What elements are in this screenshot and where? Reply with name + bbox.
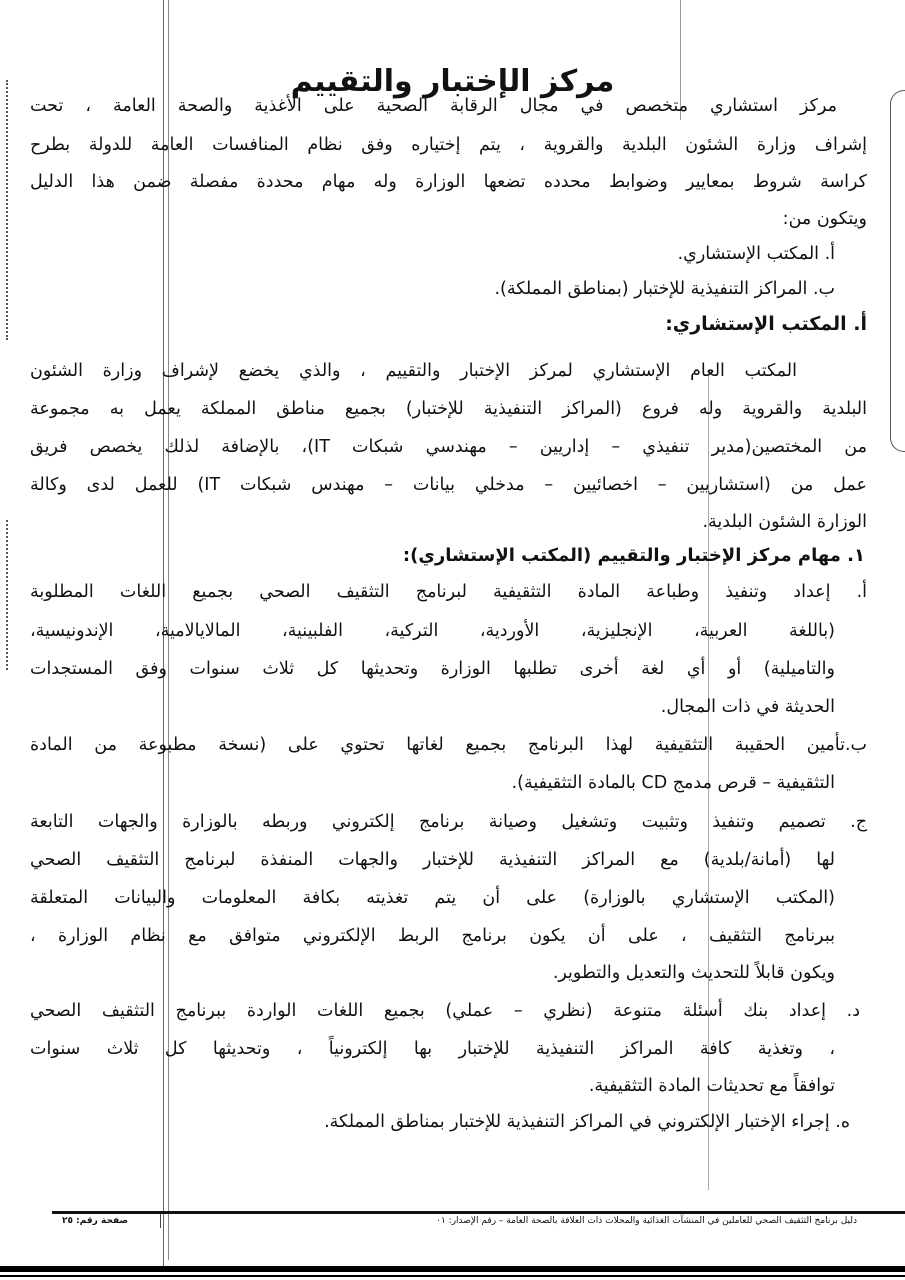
intro-line: إشراف وزارة الشئون البلدية والقروية ، يتم إختياره وفق نظام المنافسات العامة للدولة بطرح bbox=[30, 135, 867, 155]
task-item-c-line: ج. تصميم وتنفيذ وتثبيت وتشغيل وصيانة برنامج إلكتروني وربطه بالوزارة والجهات التابعة bbox=[30, 812, 867, 832]
footer-separator bbox=[160, 1214, 161, 1228]
task-item-b-line: التثقيفية – قرص مدمج CD بالمادة التثقيفية). bbox=[511, 773, 835, 793]
task-item-e-line: ه. إجراء الإختبار الإلكتروني في المراكز التنفيذية للإختبار بمناطق المملكة. bbox=[324, 1112, 850, 1132]
footer-page-number: صفحة رقم: ٢٥ bbox=[62, 1216, 129, 1226]
task-item-b-line: ب.تأمين الحقيبة التثقيفية لهذا البرنامج بجميع لغاتها تحتوي على (نسخة مطبوعة من المادة bbox=[30, 735, 867, 755]
task-item-d-line: توافقاً مع تحديثات المادة التثقيفية. bbox=[588, 1076, 835, 1096]
scan-bottom-edge bbox=[0, 1266, 905, 1272]
intro-line: ويتكون من: bbox=[782, 209, 867, 229]
footer-document-name: دليل برنامج التثقيف الصحي للعاملين في المنشآت الغذائية والمحلات ذات العلاقة بالصحة العامة – رقم الإصدار: ٠١ bbox=[436, 1216, 857, 1226]
component-item: ب. المراكز التنفيذية للإختبار (بمناطق المملكة). bbox=[494, 279, 835, 299]
component-item: أ. المكتب الإستشاري. bbox=[677, 244, 835, 264]
scan-bottom-edge bbox=[0, 1275, 905, 1277]
task-item-a-line: الحديثة في ذات المجال. bbox=[660, 697, 835, 717]
tasks-heading: ١. مهام مركز الإختبار والتقييم (المكتب الإستشاري): bbox=[402, 545, 865, 566]
footer-divider bbox=[52, 1211, 905, 1214]
intro-line: مركز استشاري متخصص في مجال الرقابة الصحية على الأغذية والصحة العامة ، تحت bbox=[30, 96, 837, 116]
section-line: البلدية والقروية وله فروع (المراكز التنفيذية للإختبار) بجميع مناطق المملكة يعمل به مجموعة bbox=[30, 399, 867, 419]
task-item-c-line: ويكون قابلاً للتحديث والتعديل والتطوير. bbox=[552, 963, 835, 983]
section-line: من المختصين(مدير تنفيذي – إداريين – مهندسي شبكات IT)، بالإضافة لذلك يخصص فريق bbox=[30, 437, 867, 457]
task-item-a-line: والتاميلية) أو أي لغة أخرى تطلبها الوزارة وتحديثها كل ثلاث سنوات وفق المستجدات bbox=[30, 659, 835, 679]
section-heading: أ. المكتب الإستشاري: bbox=[665, 313, 867, 335]
scan-artifact-dots bbox=[6, 80, 10, 340]
section-line: الوزارة الشئون البلدية. bbox=[702, 512, 867, 532]
task-item-a-line: أ. إعداد وتنفيذ وطباعة المادة التثقيفية لبرنامج التثقيف الصحي بجميع اللغات المطلوبة bbox=[30, 582, 867, 602]
task-item-d-line: ، وتغذية كافة المراكز التنفيذية للإختبار بها إلكترونياً ، وتحديثها كل ثلاث سنوات bbox=[30, 1039, 835, 1059]
scan-artifact-dots bbox=[6, 520, 10, 670]
task-item-c-line: (المكتب الإستشاري بالوزارة) على أن يتم تغذيته بكافة المعلومات والبيانات المتعلقة bbox=[30, 888, 835, 908]
task-item-c-line: ببرنامج التثقيف ، على أن يكون برنامج الربط الإلكتروني متوافق مع نظام الوزارة ، bbox=[30, 926, 835, 946]
section-line: عمل من (استشاريين – اخصائيين – مدخلي بيانات – مهندس شبكات IT) للعمل لدى وكالة bbox=[30, 475, 867, 495]
section-line: المكتب العام الإستشاري لمركز الإختبار والتقييم ، والذي يخضع لإشراف وزارة الشئون bbox=[30, 361, 797, 381]
task-item-c-line: لها (أمانة/بلدية) مع المراكز التنفيذية للإختبار والجهات المنفذة لبرنامج التثقيف الصحي bbox=[30, 850, 835, 870]
scan-artifact-bracket bbox=[890, 90, 905, 452]
task-item-d-line: د. إعداد بنك أسئلة متنوعة (نظري – عملي) بجميع اللغات الواردة ببرنامج التثقيف الصحي bbox=[30, 1001, 860, 1021]
intro-line: كراسة شروط بمعايير وضوابط محدده تضعها الوزارة وله مهام محددة مفصلة ضمن هذا الدليل bbox=[30, 172, 867, 192]
task-item-a-line: (باللغة العربية، الإنجليزية، الأوردية، التركية، الفلبينية، المالايالامية، الإندونيسية، bbox=[30, 621, 835, 641]
page-title: مركز الإختبار والتقييم bbox=[290, 64, 615, 100]
